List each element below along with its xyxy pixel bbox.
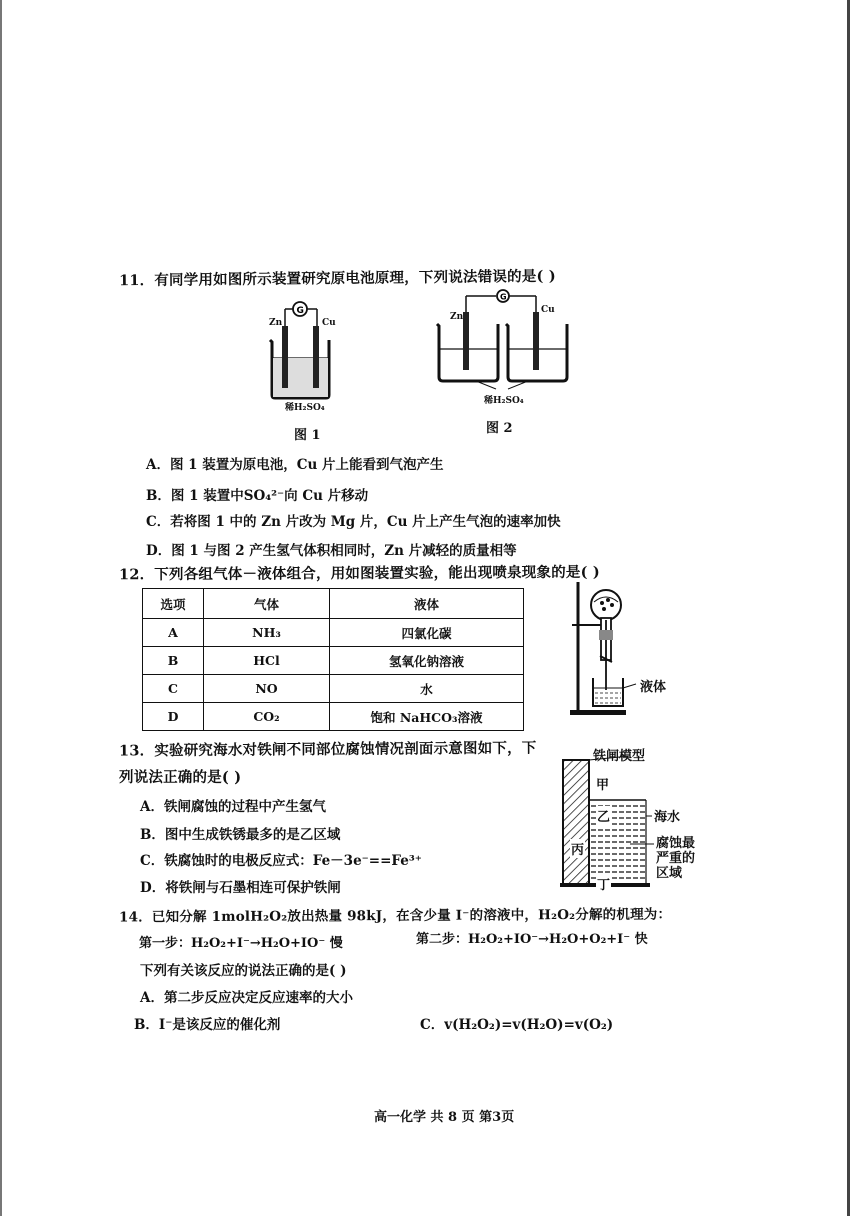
table-cell: 氢氧化钠溶液 [330, 647, 524, 675]
table-header-option: 选项 [143, 589, 204, 619]
fig1-acid-label: 稀H₂SO₄ [285, 403, 325, 413]
corrosion-region-label [656, 836, 695, 881]
table-row [143, 675, 524, 703]
fig2-caption: 图 2 [486, 421, 513, 436]
q12-gas-liquid-table [142, 588, 524, 731]
q13-option-a: A．铁闸腐蚀的过程中产生氢气 [140, 799, 326, 815]
fountain-liquid-label: 液体 [640, 680, 667, 695]
table-cell: C [143, 675, 204, 703]
table-header-row [143, 589, 524, 619]
region-ding-label: 丁 [596, 874, 611, 893]
q13-option-b: B．图中生成铁锈最多的是乙区域 [140, 827, 341, 843]
q11-stem: 11．有同学用如图所示装置研究原电池原理，下列说法错误的是( ) [118, 267, 556, 290]
q13-stem-line1: 13．实验研究海水对铁闸不同部位腐蚀情况剖面示意图如下，下 [118, 739, 537, 760]
table-cell: HCl [204, 647, 330, 675]
page-footer: 高一化学 共 8 页 第3页 [374, 1110, 515, 1125]
fountain-apparatus-diagram [568, 580, 648, 720]
fig1-galvanic-cell-diagram [262, 300, 362, 410]
table-row [143, 647, 524, 675]
q12-stem: 12．下列各组气体－液体组合，用如图装置实验，能出现喷泉现象的是( ) [118, 563, 600, 584]
fig2-galvanic-cell-diagram [436, 287, 576, 397]
fig1-zn-label: Zn [269, 318, 283, 328]
fig2-zn-label: Zn [450, 312, 464, 322]
scan-edge-line [847, 0, 850, 1216]
q14-option-a: A．第二步反应决定反应速率的大小 [140, 990, 353, 1006]
table-cell: NH₃ [204, 619, 330, 647]
fig1-caption: 图 1 [294, 428, 321, 443]
table-cell: B [143, 647, 204, 675]
q11-option-b: B．图 1 装置中SO₄²⁻向 Cu 片移动 [146, 488, 369, 504]
scan-edge-line [0, 0, 2, 1216]
q14-stem: 14．已知分解 1molH₂O₂放出热量 98kJ，在含少量 I⁻的溶液中，H₂O₂分解的机理为： [118, 906, 672, 926]
q14-ask: 下列有关该反应的说法正确的是( ) [140, 963, 347, 979]
region-jia-label: 甲 [596, 778, 610, 793]
table-cell: D [143, 703, 204, 731]
svg-text:G: G [296, 306, 304, 316]
q13-option-d: D．将铁闸与石墨相连可保护铁闸 [140, 880, 341, 896]
q14-option-b: B．I⁻是该反应的催化剂 [134, 1017, 281, 1033]
fig1-cu-label: Cu [322, 318, 336, 328]
table-header-gas: 气体 [204, 589, 330, 619]
table-cell: CO₂ [204, 703, 330, 731]
corrosion-label-line3: 区域 [656, 866, 683, 881]
region-yi-label: 乙 [596, 806, 611, 825]
table-cell: NO [204, 675, 330, 703]
q13-option-c: C．铁腐蚀时的电极反应式：Fe－3e⁻==Fe³⁺ [140, 853, 422, 869]
q11-option-d: D．图 1 与图 2 产生氢气体积相同时，Zn 片减轻的质量相等 [146, 543, 517, 559]
q14-step1: 第一步：H₂O₂+I⁻→H₂O+IO⁻ 慢 [139, 936, 343, 951]
table-cell: 饱和 NaHCO₃溶液 [330, 703, 524, 731]
table-row [143, 619, 524, 647]
region-bing-label: 丙 [570, 839, 585, 858]
fig2-cu-label: Cu [541, 305, 555, 315]
table-cell: 水 [330, 675, 524, 703]
iron-gate-model-label: 铁闸模型 [593, 749, 646, 764]
table-header-liquid: 液体 [330, 589, 524, 619]
fig2-acid-label: 稀H₂SO₄ [484, 396, 524, 406]
q13-stem-line2: 列说法正确的是( ) [119, 769, 242, 786]
corrosion-label-line1: 腐蚀最 [656, 836, 696, 851]
q11-option-a: A．图 1 装置为原电池，Cu 片上能看到气泡产生 [146, 457, 444, 473]
table-cell: A [143, 619, 204, 647]
q14-option-c: C．v(H₂O₂)=v(H₂O)=v(O₂) [420, 1017, 614, 1033]
table-row [143, 703, 524, 731]
corrosion-label-line2: 严重的 [656, 851, 696, 866]
seawater-label: 海水 [654, 810, 681, 825]
svg-text:G: G [500, 292, 507, 302]
table-cell: 四氯化碳 [330, 619, 524, 647]
q11-option-c: C．若将图 1 中的 Zn 片改为 Mg 片，Cu 片上产生气泡的速率加快 [146, 514, 561, 530]
q14-step2: 第二步：H₂O₂+IO⁻→H₂O+O₂+I⁻ 快 [416, 932, 648, 947]
